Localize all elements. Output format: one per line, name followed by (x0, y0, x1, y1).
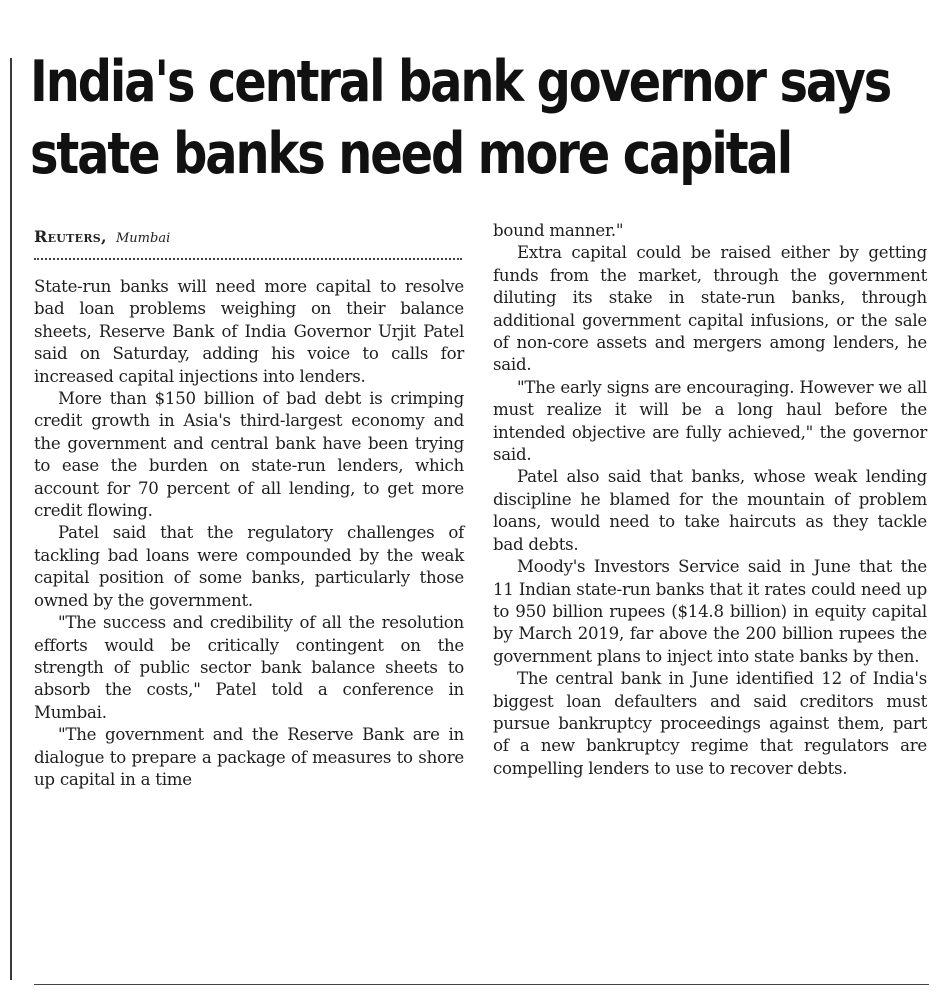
paragraph: State-run banks will need more capital to resolve bad loan problems weighing on their balance sheets, Reserve Bank of India Governor Urjit Patel said on Saturday, adding his voice to calls for increased capital injections into lenders. (34, 277, 464, 386)
headline: India's central bank governor says state banks need more capital (30, 49, 891, 187)
paragraph: Extra capital could be raised either by getting funds from the market, through the government diluting its stake in state-run banks, through additional government capital infusions, or the sale of non-core assets and mergers among lenders, he said. (493, 243, 927, 375)
paragraph: "The government and the Reserve Bank are in dialogue to prepare a package of measures to shore up capital in a time (34, 725, 464, 789)
byline (34, 226, 170, 250)
article-column-right (493, 220, 927, 780)
paragraph: Patel also said that banks, whose weak lending discipline he blamed for the mountain of problem loans, would need to take haircuts as they tackle bad debts. (493, 467, 927, 554)
paragraph: More than $150 billion of bad debt is crimping credit growth in Asia's third-largest economy and the government and central bank have been trying to ease the burden on state-run lenders, which account for 70 percent of all lending, to get more credit flowing. (34, 389, 464, 521)
news-agency: Reuters, (34, 227, 107, 246)
dotted-separator (34, 258, 462, 260)
paragraph: Patel said that the regulatory challenges of tackling bad loans were compounded by the weak capital position of some banks, particularly those owned by the government. (34, 523, 464, 610)
paragraph-continuation: bound manner." (493, 221, 624, 240)
paragraph: The central bank in June identified 12 of India's biggest loan defaulters and said creditors must pursue bankruptcy proceedings against them, part of a new bankruptcy regime that regulators are compelling lenders to use to recover debts. (493, 669, 927, 778)
paragraph: "The early signs are encouraging. However we all must realize it will be a long haul before the intended objective are fully achieved," the governor said. (493, 377, 927, 465)
article-column-left (34, 276, 464, 791)
left-column-rule (10, 58, 12, 980)
paragraph: Moody's Investors Service said in June that the 11 Indian state-run banks that it rates could need up to 950 billion rupees ($14.8 billion) in equity capital by March 2019, far above the 200 billion rupees the government plans to inject into state banks by then. (493, 557, 927, 666)
paragraph: "The success and credibility of all the resolution efforts would be critically contingent on the strength of public sector bank balance sheets to absorb the costs," Patel told a conference in Mumbai. (34, 613, 464, 722)
dateline: Mumbai (116, 231, 171, 246)
bottom-rule (34, 984, 929, 985)
